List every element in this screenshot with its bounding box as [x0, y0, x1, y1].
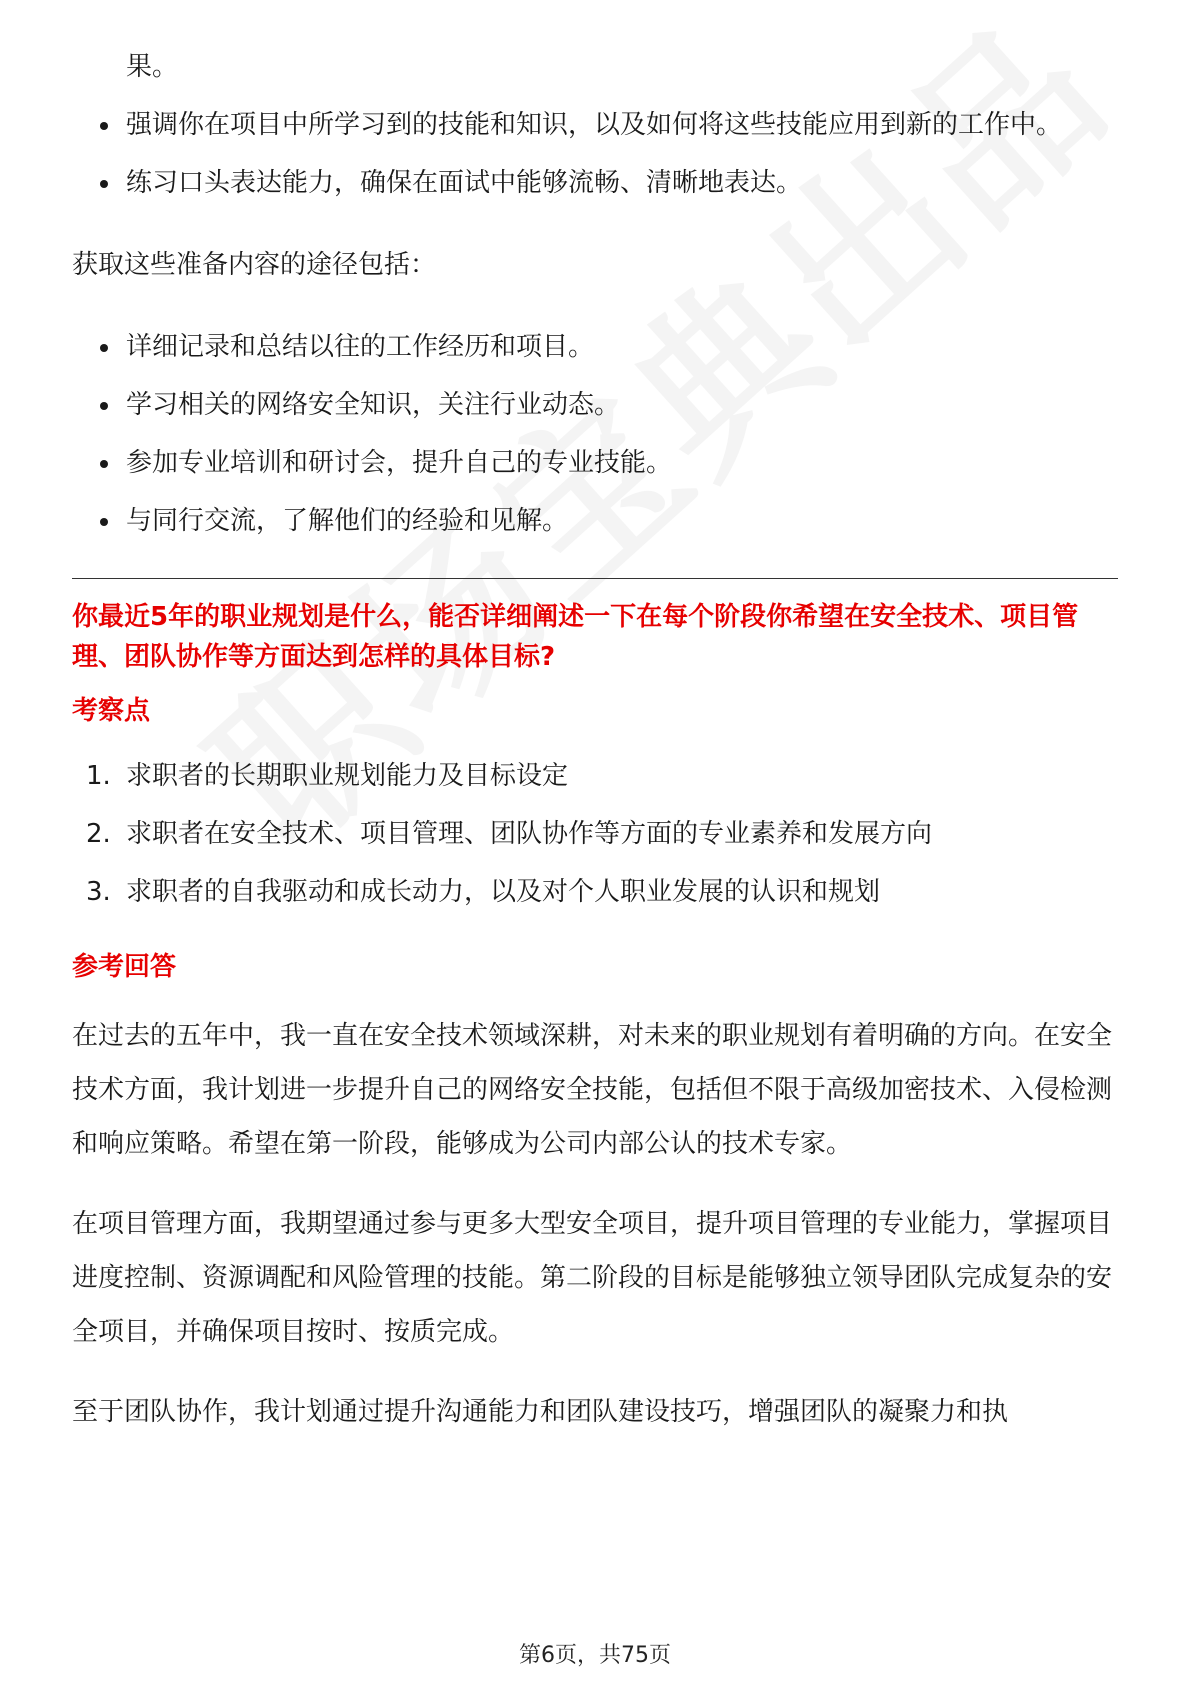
list-item [72, 805, 1118, 863]
exam-points-heading: 考察点 [72, 696, 151, 726]
item-number: 2. [86, 819, 111, 849]
bullet-icon [100, 460, 108, 468]
exam-points-list [72, 747, 1118, 921]
continuation-text: 果。 [126, 52, 179, 82]
page-footer: 第6页，共75页 [519, 1643, 671, 1668]
list-item [72, 492, 1118, 550]
list-item [72, 434, 1118, 492]
item-number: 3. [86, 877, 111, 907]
list-item [72, 863, 1118, 921]
interview-question: 你最近5年的职业规划是什么，能否详细阐述一下在每个阶段你希望在安全技术、项目管理、团队协作等方面达到怎样的具体目标? [72, 602, 1079, 672]
list-item [72, 376, 1118, 434]
source-text: 参加专业培训和研讨会，提升自己的专业技能。 [126, 448, 673, 478]
exam-point-text: 求职者在安全技术、项目管理、团队协作等方面的专业素养和发展方向 [126, 819, 933, 849]
tips-list [72, 96, 1118, 212]
list-item [72, 318, 1118, 376]
bullet-icon [100, 402, 108, 410]
exam-point-text: 求职者的自我驱动和成长动力，以及对个人职业发展的认识和规划 [126, 877, 881, 907]
list-item [72, 96, 1118, 154]
answer-paragraph: 至于团队协作，我计划通过提升沟通能力和团队建设技巧，增强团队的凝聚力和执 [72, 1397, 1009, 1427]
sources-intro: 获取这些准备内容的途径包括： [72, 250, 437, 280]
bullet-icon [100, 518, 108, 526]
tip-text: 强调你在项目中所学习到的技能和知识，以及如何将这些技能应用到新的工作中。 [126, 110, 1063, 140]
bullet-icon [100, 122, 108, 130]
section-divider [72, 578, 1118, 579]
list-item [72, 154, 1118, 212]
answer-paragraph: 在过去的五年中，我一直在安全技术领域深耕，对未来的职业规划有着明确的方向。在安全技术方面，我计划进一步提升自己的网络安全技能，包括但不限于高级加密技术、入侵检测和响应策略。希望在第一阶段，能够成为公司内部公认的技术专家。 [72, 1021, 1113, 1159]
answer-paragraph: 在项目管理方面，我期望通过参与更多大型安全项目，提升项目管理的专业能力，掌握项目进度控制、资源调配和风险管理的技能。第二阶段的目标是能够独立领导团队完成复杂的安全项目，并确保项目按时、按质完成。 [72, 1209, 1113, 1347]
source-text: 学习相关的网络安全知识，关注行业动态。 [126, 390, 621, 420]
exam-point-text: 求职者的长期职业规划能力及目标设定 [126, 761, 569, 791]
item-number: 1. [86, 761, 111, 791]
bullet-icon [100, 180, 108, 188]
document-page [72, 38, 1118, 1439]
bullet-icon [100, 344, 108, 352]
sources-list [72, 318, 1118, 550]
list-item [72, 747, 1118, 805]
tip-text: 练习口头表达能力，确保在面试中能够流畅、清晰地表达。 [126, 168, 803, 198]
answer-heading: 参考回答 [72, 952, 177, 982]
source-text: 详细记录和总结以往的工作经历和项目。 [126, 332, 595, 362]
source-text: 与同行交流，了解他们的经验和见解。 [126, 506, 569, 536]
